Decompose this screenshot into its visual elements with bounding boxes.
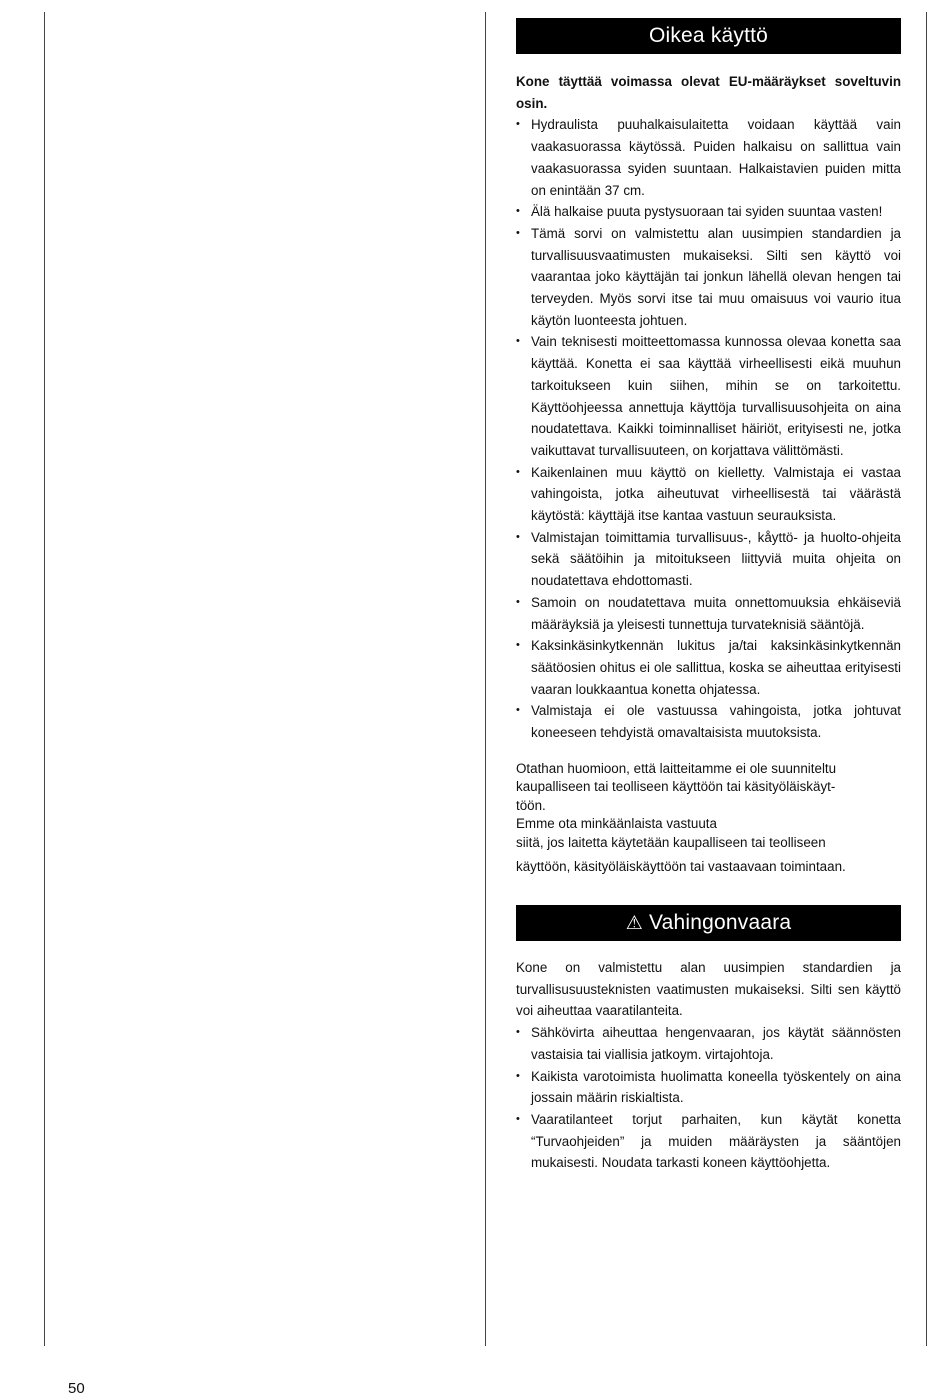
commercial-use-note	[516, 760, 901, 853]
list-item: • Valmistajan toimittamia turvallisuus-, kåyttö- ja huolto-ohjeita sekä säätöihin ja mitoitukseen liittyviä muita ohjeita on noudatettava ehdottomasti.	[516, 527, 901, 592]
list-item: • Kaksinkäsinkytkennän lukitus ja/tai kaksinkäsinkytkennän säätöosien ohitus ei ole sallittua, koska se aiheuttaa erityisesti vaaran loukkaantua konetta ohjatessa.	[516, 635, 901, 700]
section-heading-hazard	[516, 905, 901, 941]
page-number: 50	[68, 1380, 85, 1397]
left-margin-rule	[44, 12, 45, 1346]
list-item: • Kaikista varotoimista huolimatta koneella työskentely on aina jossain määrin riskialtista.	[516, 1066, 901, 1109]
list-item: • Vaaratilanteet torjut parhaiten, kun käytät konetta “Turvaohjeiden” ja muiden määräysten ja sääntöjen mukaisesti. Noudata tarkasti koneen käyttöohjetta.	[516, 1109, 901, 1174]
list-item: • Älä halkaise puuta pystysuoraan tai syiden suuntaa vasten!	[516, 201, 901, 223]
warning-triangle-icon: ⚠	[625, 913, 643, 934]
list-item: • Hydraulista puuhalkaisulaitetta voidaan käyttää vain vaakasuorassa käytössä. Puiden halkaisu on sallittua vain vaakasuorassa syiden suuntaan. Halkaistavien puiden mitta on enintään 37 cm.	[516, 114, 901, 201]
note-last-line: käyttöön, käsityöläiskäyttöön tai vastaavaan toimintaan.	[516, 859, 846, 875]
note-line: Otathan huomioon, että laitteitamme ei ole suunniteltu	[516, 760, 837, 776]
section-heading-correct-use	[516, 18, 901, 54]
list-item: • Valmistaja ei ole vastuussa vahingoista, jotka johtuvat koneeseen tehdyistä omavaltaisista muutoksista.	[516, 700, 901, 743]
text-column	[516, 18, 901, 1174]
right-margin-rule	[926, 12, 927, 1346]
list-item: • Samoin on noudatettava muita onnettomuuksia ehkäiseviä määräyksiä ja yleisesti tunnettuja turvateknisiä sääntöjä.	[516, 592, 901, 635]
note-line: kaupalliseen tai teolliseen käyttöön tai käsityöläiskäyt-	[516, 779, 836, 795]
usage-rules-list	[516, 114, 901, 743]
list-item: • Tämä sorvi on valmistettu alan uusimpien standardien ja turvallisuusvaatimusten mukaiseksi. Silti sen käyttö voi vaarantaa joko käyttäjän tai jonkun lähellä olevan hengen tai terveyden. Myös sorvi itse tai muu omaisuus voi vaurio itua käytön luonteesta johtuen.	[516, 223, 901, 332]
hazard-list	[516, 1022, 901, 1174]
list-item: • Sähkövirta aiheuttaa hengenvaaran, jos käytät säännösten vastaisia tai viallisia jatkoym. virtajohtoja.	[516, 1022, 901, 1065]
list-item: • Kaikenlainen muu käyttö on kielletty. Valmistaja ei vastaa vahingoista, jotka aiheutuvat virheellisestä tai väärästä käytöstä: käyttäjä itse kantaa vastuun seurauksista.	[516, 462, 901, 527]
note-line: Emme ota minkäänlaista vastuuta	[516, 816, 717, 832]
hazard-intro-paragraph: Kone on valmistettu alan uusimpien standardien ja turvallisusuusteknisten vaatimusten mukaiseksi. Silti sen käyttö voi aiheuttaa vaaratilanteita.	[516, 960, 901, 1019]
note-line: siitä, jos laitetta käytetään kaupalliseen tai teolliseen	[516, 834, 826, 850]
list-item: • Vain teknisesti moitteettomassa kunnossa olevaa konetta saa käyttää. Konetta ei saa käyttää virheellisesti eikä muuhun tarkoitukseen kuin siihen, mihin se on tarkoitettu. Käyttöohjeessa annettuja käyttöja turvallisuusohjeita on aina noudatettava. Kaikki toiminnalliset häiriöt, erityisesti ne, jotka vaikuttavat turvallisuuteen, on korjattava välittömästi.	[516, 331, 901, 461]
note-line: töön.	[516, 797, 546, 813]
section-title: Vahingonvaara	[648, 911, 792, 934]
section-title: Oikea käyttö	[648, 24, 769, 47]
lead-paragraph: Kone täyttää voimassa olevat EU-määräykset soveltuvin osin.	[516, 74, 901, 111]
column-divider-rule	[485, 12, 486, 1346]
